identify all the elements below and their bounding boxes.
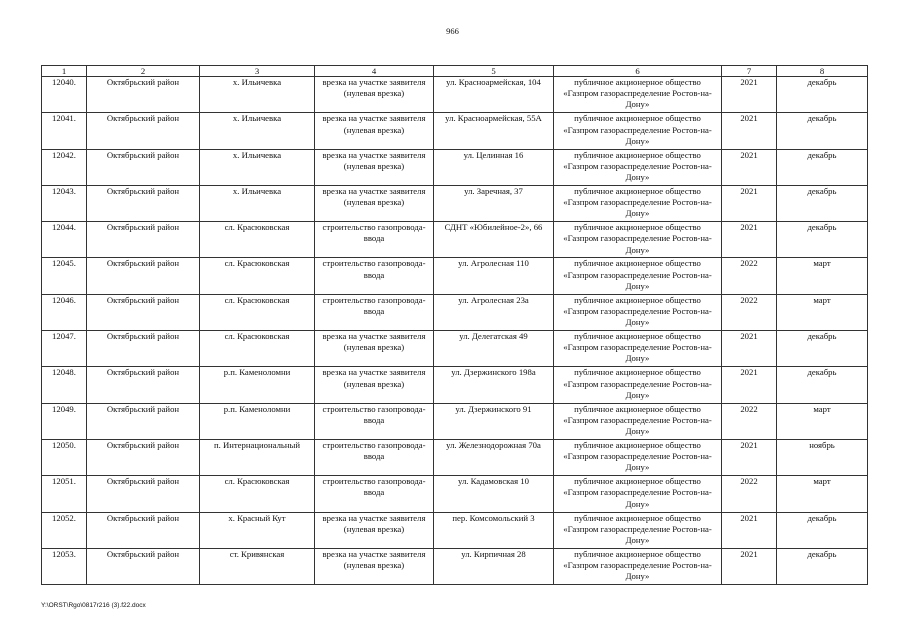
work-type-cell: строительство газопровода-ввода [315, 476, 434, 512]
table-row [42, 222, 868, 258]
work-type-cell: врезка на участке заявителя (нулевая врезка) [315, 512, 434, 548]
settlement-cell: р.п. Каменоломни [200, 367, 315, 403]
month-cell: декабрь [777, 185, 868, 221]
address-cell: пер. Комсомольский 3 [434, 512, 554, 548]
organization-cell: публичное акционерное общество «Газпром газораспределение Ростов-на-Дону» [554, 294, 722, 330]
district-cell: Октябрьский район [87, 258, 200, 294]
table-row [42, 294, 868, 330]
organization-cell: публичное акционерное общество «Газпром газораспределение Ростов-на-Дону» [554, 77, 722, 113]
address-cell: ул. Целинная 16 [434, 149, 554, 185]
settlement-cell: ст. Кривянская [200, 548, 315, 584]
row-number-cell: 12048. [42, 367, 87, 403]
table-row [42, 331, 868, 367]
header-row [42, 66, 868, 77]
address-cell: ул. Заречная, 37 [434, 185, 554, 221]
address-cell: ул. Агролесная 110 [434, 258, 554, 294]
table-row [42, 149, 868, 185]
settlement-cell: сл. Красюковская [200, 294, 315, 330]
settlement-cell: р.п. Каменоломни [200, 403, 315, 439]
organization-cell: публичное акционерное общество «Газпром газораспределение Ростов-на-Дону» [554, 367, 722, 403]
address-cell: ул. Красноармейская, 55А [434, 113, 554, 149]
district-cell: Октябрьский район [87, 512, 200, 548]
month-cell: декабрь [777, 222, 868, 258]
work-type-cell: строительство газопровода-ввода [315, 403, 434, 439]
month-cell: декабрь [777, 149, 868, 185]
row-number-cell: 12053. [42, 548, 87, 584]
column-header: 5 [434, 66, 554, 77]
district-cell: Октябрьский район [87, 77, 200, 113]
year-cell: 2021 [722, 222, 777, 258]
work-type-cell: врезка на участке заявителя (нулевая врезка) [315, 149, 434, 185]
year-cell: 2021 [722, 77, 777, 113]
column-header: 7 [722, 66, 777, 77]
work-type-cell: врезка на участке заявителя (нулевая врезка) [315, 77, 434, 113]
column-header: 1 [42, 66, 87, 77]
row-number-cell: 12045. [42, 258, 87, 294]
table-row [42, 476, 868, 512]
district-cell: Октябрьский район [87, 222, 200, 258]
work-type-cell: врезка на участке заявителя (нулевая врезка) [315, 331, 434, 367]
year-cell: 2022 [722, 403, 777, 439]
month-cell: декабрь [777, 77, 868, 113]
settlement-cell: х. Ильичевка [200, 77, 315, 113]
table-row [42, 367, 868, 403]
organization-cell: публичное акционерное общество «Газпром газораспределение Ростов-на-Дону» [554, 149, 722, 185]
work-type-cell: врезка на участке заявителя (нулевая врезка) [315, 367, 434, 403]
table-row [42, 185, 868, 221]
district-cell: Октябрьский район [87, 294, 200, 330]
year-cell: 2021 [722, 512, 777, 548]
organization-cell: публичное акционерное общество «Газпром газораспределение Ростов-на-Дону» [554, 222, 722, 258]
month-cell: декабрь [777, 367, 868, 403]
address-cell: ул. Дзержинского 198а [434, 367, 554, 403]
work-type-cell: врезка на участке заявителя (нулевая врезка) [315, 185, 434, 221]
month-cell: март [777, 476, 868, 512]
work-type-cell: врезка на участке заявителя (нулевая врезка) [315, 113, 434, 149]
organization-cell: публичное акционерное общество «Газпром газораспределение Ростов-на-Дону» [554, 403, 722, 439]
table-row [42, 113, 868, 149]
address-cell: СДНТ «Юбилейное-2», 66 [434, 222, 554, 258]
column-header: 4 [315, 66, 434, 77]
district-cell: Октябрьский район [87, 367, 200, 403]
settlement-cell: х. Ильичевка [200, 149, 315, 185]
table-row [42, 403, 868, 439]
address-cell: ул. Делегатская 49 [434, 331, 554, 367]
row-number-cell: 12044. [42, 222, 87, 258]
address-cell: ул. Красноармейская, 104 [434, 77, 554, 113]
address-cell: ул. Агролесная 23а [434, 294, 554, 330]
month-cell: декабрь [777, 331, 868, 367]
district-cell: Октябрьский район [87, 331, 200, 367]
work-type-cell: строительство газопровода-ввода [315, 294, 434, 330]
month-cell: март [777, 258, 868, 294]
organization-cell: публичное акционерное общество «Газпром газораспределение Ростов-на-Дону» [554, 512, 722, 548]
organization-cell: публичное акционерное общество «Газпром газораспределение Ростов-на-Дону» [554, 476, 722, 512]
work-type-cell: врезка на участке заявителя (нулевая врезка) [315, 548, 434, 584]
page-number: 966 [446, 26, 459, 36]
organization-cell: публичное акционерное общество «Газпром газораспределение Ростов-на-Дону» [554, 258, 722, 294]
district-cell: Октябрьский район [87, 149, 200, 185]
address-cell: ул. Кирпичная 28 [434, 548, 554, 584]
organization-cell: публичное акционерное общество «Газпром газораспределение Ростов-на-Дону» [554, 331, 722, 367]
table-row [42, 439, 868, 475]
year-cell: 2021 [722, 331, 777, 367]
year-cell: 2022 [722, 258, 777, 294]
settlement-cell: х. Красный Кут [200, 512, 315, 548]
column-header: 3 [200, 66, 315, 77]
settlement-cell: х. Ильичевка [200, 113, 315, 149]
year-cell: 2021 [722, 548, 777, 584]
year-cell: 2021 [722, 149, 777, 185]
work-type-cell: строительство газопровода-ввода [315, 439, 434, 475]
month-cell: ноябрь [777, 439, 868, 475]
organization-cell: публичное акционерное общество «Газпром газораспределение Ростов-на-Дону» [554, 185, 722, 221]
row-number-cell: 12043. [42, 185, 87, 221]
row-number-cell: 12042. [42, 149, 87, 185]
settlement-cell: сл. Красюковская [200, 258, 315, 294]
work-type-cell: строительство газопровода-ввода [315, 222, 434, 258]
work-type-cell: строительство газопровода-ввода [315, 258, 434, 294]
settlement-cell: сл. Красюковская [200, 476, 315, 512]
district-cell: Октябрьский район [87, 113, 200, 149]
district-cell: Октябрьский район [87, 403, 200, 439]
district-cell: Октябрьский район [87, 439, 200, 475]
column-header: 8 [777, 66, 868, 77]
row-number-cell: 12052. [42, 512, 87, 548]
month-cell: март [777, 403, 868, 439]
settlement-cell: сл. Красюковская [200, 222, 315, 258]
month-cell: декабрь [777, 113, 868, 149]
year-cell: 2021 [722, 185, 777, 221]
year-cell: 2021 [722, 439, 777, 475]
row-number-cell: 12050. [42, 439, 87, 475]
year-cell: 2021 [722, 367, 777, 403]
row-number-cell: 12040. [42, 77, 87, 113]
row-number-cell: 12046. [42, 294, 87, 330]
month-cell: декабрь [777, 548, 868, 584]
table-row [42, 548, 868, 584]
address-cell: ул. Кадамовская 10 [434, 476, 554, 512]
settlement-cell: п. Интернациональный [200, 439, 315, 475]
district-cell: Октябрьский район [87, 476, 200, 512]
gasification-schedule-table [41, 65, 868, 585]
month-cell: март [777, 294, 868, 330]
district-cell: Октябрьский район [87, 185, 200, 221]
organization-cell: публичное акционерное общество «Газпром газораспределение Ростов-на-Дону» [554, 113, 722, 149]
column-header: 6 [554, 66, 722, 77]
organization-cell: публичное акционерное общество «Газпром газораспределение Ростов-на-Дону» [554, 548, 722, 584]
table-body [42, 77, 868, 585]
address-cell: ул. Дзержинского 91 [434, 403, 554, 439]
row-number-cell: 12049. [42, 403, 87, 439]
row-number-cell: 12041. [42, 113, 87, 149]
settlement-cell: сл. Красюковская [200, 331, 315, 367]
month-cell: декабрь [777, 512, 868, 548]
year-cell: 2021 [722, 113, 777, 149]
file-path-footer: Y:\ORST\Rgo\0817r216 (3).f22.docx [41, 602, 146, 609]
table-row [42, 512, 868, 548]
settlement-cell: х. Ильичевка [200, 185, 315, 221]
year-cell: 2022 [722, 476, 777, 512]
column-header: 2 [87, 66, 200, 77]
table-row [42, 258, 868, 294]
district-cell: Октябрьский район [87, 548, 200, 584]
row-number-cell: 12051. [42, 476, 87, 512]
address-cell: ул. Железнодорожная 70а [434, 439, 554, 475]
table-row [42, 77, 868, 113]
row-number-cell: 12047. [42, 331, 87, 367]
organization-cell: публичное акционерное общество «Газпром газораспределение Ростов-на-Дону» [554, 439, 722, 475]
year-cell: 2022 [722, 294, 777, 330]
